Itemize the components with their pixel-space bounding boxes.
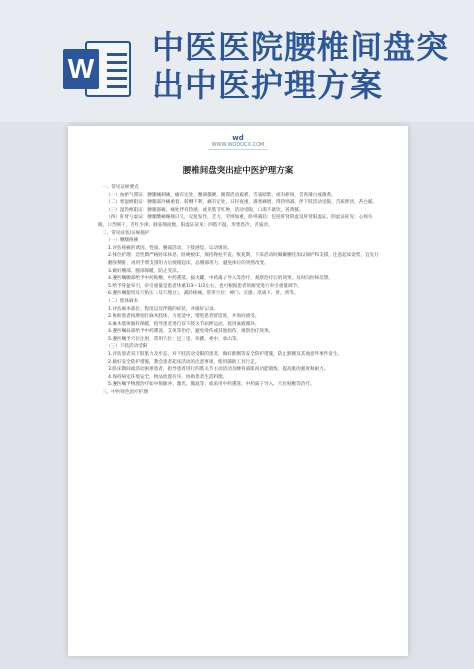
paragraph: 4.遵医嘱局部给予中药熏洗、艾灸等治疗，避免烫伤或其他损伤，观察治疗效果。 (108, 329, 274, 335)
header-banner (0, 0, 474, 122)
logo-mark: wd (232, 134, 244, 142)
paragraph: （一）血瘀气滞证：腰腿痛刺痛，痛有定处，腰部僵硬，俯仰活动艰难，舌质暗紫，或有瘀斑，舌苔薄白或薄黄。 (106, 192, 336, 198)
paragraph: 5.遵医嘱予物理治疗如中频脉冲、激光、微波等；或采用中药熏洗、中药离子导入、穴位贴敷等治疗。 (108, 382, 315, 388)
document-page (68, 126, 408, 656)
paragraph: （二）肢体麻木 (106, 298, 139, 304)
paragraph: 二、常见症状/证候施护 (102, 230, 150, 236)
paragraph: 2.体位护理：急性期严格卧床休息，卧硬板床，保持脊柱平直。恢复期，下床活动时佩戴腰托加以保护和支撑，注意起床姿势，宜先行翻身侧卧，再用手臂支撑用力后缓缓起床，忌腰部用力，避免体位的突然改变。 (108, 253, 379, 266)
paragraph: 1.评估疼痛的诱因、性质、腰部活动、下肢感觉、运动情况。 (108, 245, 232, 251)
document-title: 腰椎间盘突出症中医护理方案 (182, 166, 294, 176)
paragraph: 2.做好安全防护措施，教会患者起床活动的注意事项，使用辅助工具行走。 (108, 359, 260, 365)
paragraph: （二）寒湿痹阻证：腰腿部冷痛重着，转侧不利，痛有定处，日轻夜重，遇寒痛增，得热则减，伴下肢活动受限，舌质胖淡，苔白腻。 (106, 200, 378, 206)
paragraph: 一、常见证候要点 (102, 185, 139, 190)
paragraph: （四）肝肾亏虚证：腰腿酸痛缠绵日久，反复发作，乏力，劳则加重，卧则减轻；包括肝肾阴虚及肝肾阳虚证。阴虚证症见：心烦失眠，口苦咽干，舌红少津，脉弦细而数。阳虚证症见：四肢不温，形寒畏冷，舌质淡。 (98, 215, 373, 228)
document-logo (68, 134, 408, 150)
paragraph: 6.遵医嘱使用耳穴贴压（耳穴埋豆），减轻疼痛。常用穴位：神门、交感、皮质下、肝、肾等。 (108, 291, 299, 297)
paragraph: 4.遵医嘱腰部给予中药贴敷、中药熏蒸、拔火罐、中药离子导入等治疗，观察治疗后的效果，及时向医师反馈。 (108, 276, 333, 282)
paragraph: 3.麻木肢体做好保暖，指导患者进行双下肢关节屈伸运动，促进血液循环。 (108, 321, 260, 327)
document-body (98, 184, 380, 397)
banner-title: 中医医院腰椎间盘突出中医护理方案 (152, 28, 450, 104)
paragraph: （三）下肢活动受限 (106, 344, 148, 350)
logo-caption: WWW.WODOCX.COM (211, 142, 265, 148)
paragraph: 5.给予骨盆牵引，牵引重量是患者体重1/3～1/2左右，也可根据患者的耐受进行牵引重量调节。 (108, 283, 302, 289)
paragraph: 3.做好腰部、腿部保暖，防止受凉。 (108, 268, 182, 274)
paragraph: （一）腰腿疼痛 (106, 238, 139, 244)
paragraph: 1.评估患者双下肢肌力及步态，对下肢活动受限的患者，做好跌倒等安全防护措施，防止跌倒及其他意外事件发生。 (108, 352, 343, 358)
paragraph: 三、中医特色治疗护理 (102, 390, 148, 396)
word-letter-badge: W (63, 49, 99, 89)
paragraph: 2.协助患者按摩拍打麻木肢体，力度适中，增进患者舒适度，并询问感受。 (108, 314, 260, 320)
paragraph: 1.评估麻木部位、程度以及伴随的症状，并做好记录。 (108, 306, 219, 312)
paragraph: （三）湿热痹阻证：腰腿部痛，痛处伴有热感，或见肢节红肿，活动受限，口渴不欲饮，苔黄腻。 (106, 207, 304, 213)
paragraph: 5.遵医嘱予穴位注射，常用穴位：足三里、环跳、委中、承山等。 (108, 336, 242, 342)
paragraph: 3.卧床期间或活动困难患者，指导患者进行四肢关节主动活动及腰背部肌肉功能锻炼，提高肌肉强度和耐力。 (108, 367, 329, 373)
word-document-icon (63, 37, 133, 101)
paragraph: 4.保持病室环境安全，物品放置有序，协助患者生活料理。 (108, 374, 228, 380)
